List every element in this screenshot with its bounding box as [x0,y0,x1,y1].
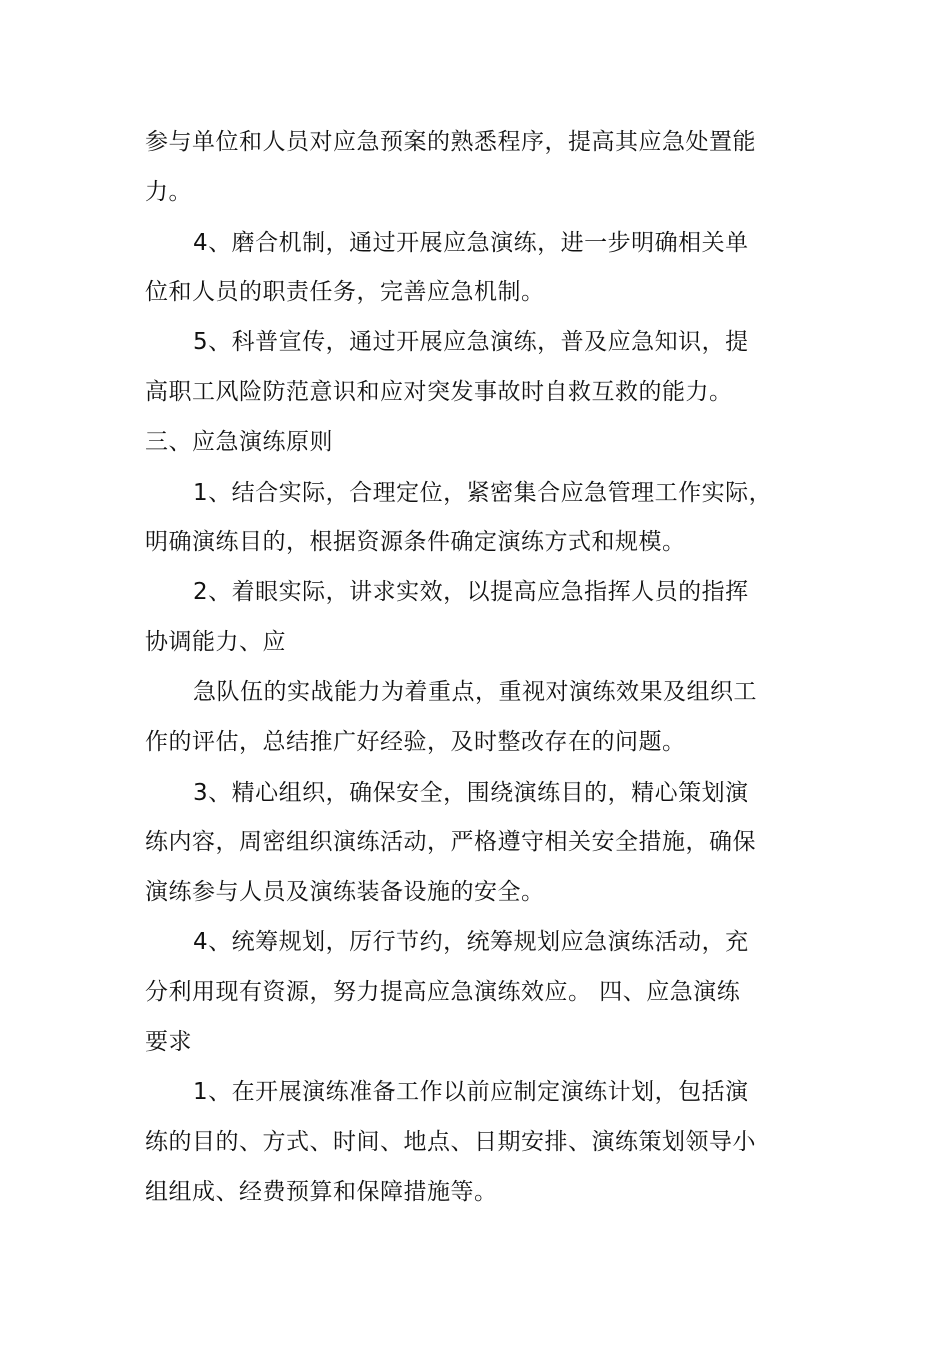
paragraph-line: 分利用现有资源，努力提高应急演练效应。 四、应急演练 [145,979,741,1005]
paragraph-line: 4、磨合机制，通过开展应急演练，进一步明确相关单 [193,230,749,256]
paragraph-line: 练的目的、方式、时间、地点、日期安排、演练策划领导小 [145,1129,756,1155]
paragraph-line: 作的评估，总结推广好经验，及时整改存在的问题。 [145,729,686,755]
paragraph-line: 高职工风险防范意识和应对突发事故时自救互救的能力。 [145,379,733,405]
paragraph-line: 3、精心组织，确保安全，围绕演练目的，精心策划演 [193,780,749,806]
paragraph-line: 1、结合实际，合理定位，紧密集合应急管理工作实际， [193,480,773,506]
paragraph-line: 急队伍的实战能力为着重点，重视对演练效果及组织工 [193,679,757,705]
paragraph-line: 协调能力、应 [145,629,286,655]
paragraph-line: 力。 [145,179,192,205]
paragraph-line: 4、统筹规划，厉行节约，统筹规划应急演练活动，充 [193,929,749,955]
paragraph-line: 1、在开展演练准备工作以前应制定演练计划，包括演 [193,1079,749,1105]
paragraph-line: 明确演练目的，根据资源条件确定演练方式和规模。 [145,529,686,555]
paragraph-line: 演练参与人员及演练装备设施的安全。 [145,879,545,905]
section-heading: 三、应急演练原则 [145,429,333,455]
section-heading: 要求 [145,1029,192,1055]
paragraph-line: 5、科普宣传，通过开展应急演练，普及应急知识，提 [193,329,749,355]
paragraph-line: 位和人员的职责任务，完善应急机制。 [145,279,545,305]
paragraph-line: 2、着眼实际，讲求实效，以提高应急指挥人员的指挥 [193,579,749,605]
paragraph-line: 参与单位和人员对应急预案的熟悉程序，提高其应急处置能 [145,129,756,155]
paragraph-line: 组组成、经费预算和保障措施等。 [145,1179,498,1205]
paragraph-line: 练内容，周密组织演练活动，严格遵守相关安全措施，确保 [145,829,756,855]
